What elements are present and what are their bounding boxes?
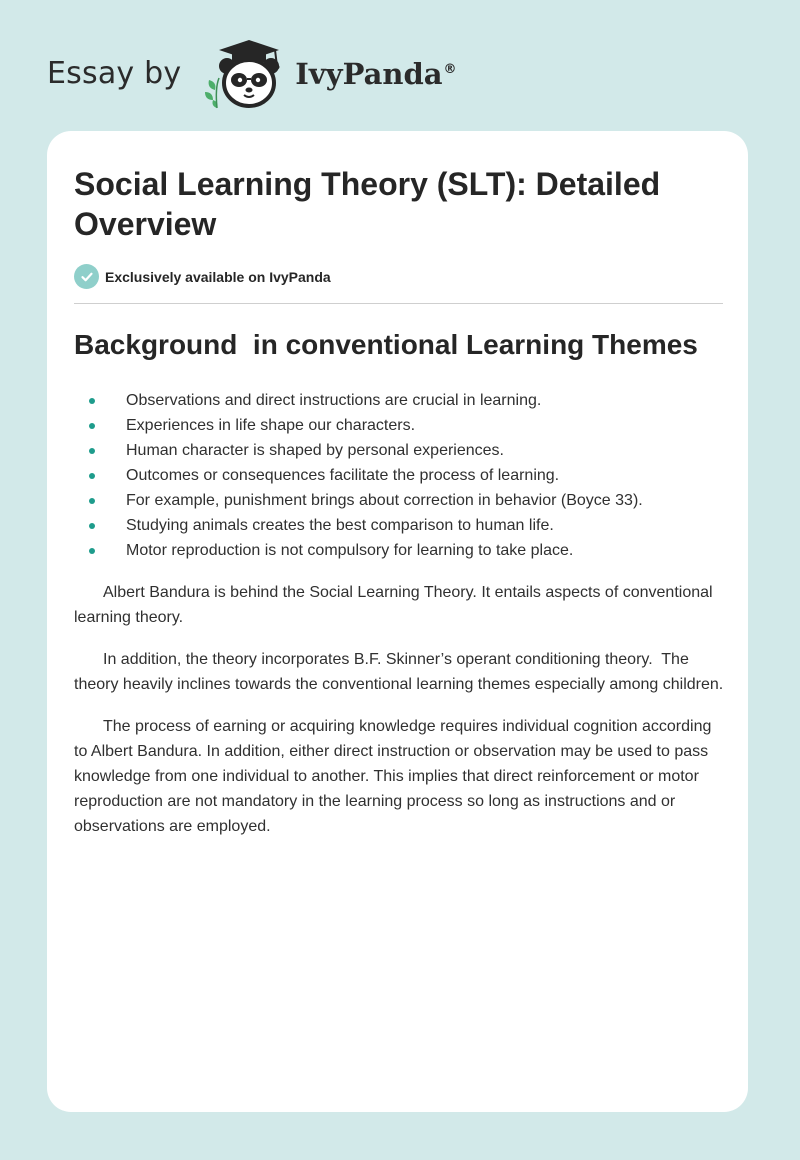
registered-mark: ® xyxy=(443,61,457,77)
body-paragraph: The process of earning or acquiring knowledge requires individual cognition according to Albert Bandura. In addition, either direct instruction or observation may be used to pass knowledge from one individual to another. This implies that direct reinforcement or motor reproduction are not mandatory in the learning process so long as instructions and or observations are employed. xyxy=(74,718,716,835)
exclusive-badge xyxy=(74,264,724,289)
list-item: Outcomes or consequences facilitate the process of learning. xyxy=(74,463,724,488)
list-item: Experiences in life shape our characters. xyxy=(74,413,724,438)
list-item: Human character is shaped by personal experiences. xyxy=(74,438,724,463)
title-divider xyxy=(74,303,723,304)
section-heading: Background in conventional Learning Themes xyxy=(74,329,698,360)
bullet-dot-icon xyxy=(89,498,95,504)
panda-graduate-logo-icon xyxy=(199,36,291,112)
bullet-dot-icon xyxy=(89,523,95,529)
bullet-dot-icon xyxy=(89,448,95,454)
bullet-dot-icon xyxy=(89,473,95,479)
body-paragraph: In addition, the theory incorporates B.F. Skinner’s operant conditioning theory. The theory heavily inclines towards the conventional learning themes especially among children. xyxy=(74,651,724,693)
bullet-dot-icon xyxy=(89,423,95,429)
article-title: Social Learning Theory (SLT): Detailed Overview xyxy=(74,166,661,242)
list-item: For example, punishment brings about correction in behavior (Boyce 33). xyxy=(74,488,724,513)
bullet-dot-icon xyxy=(89,398,95,404)
list-item: Motor reproduction is not compulsory for learning to take place. xyxy=(74,538,724,563)
site-header xyxy=(47,36,457,112)
brand-name: IvyPanda® xyxy=(295,56,457,91)
list-item: Studying animals creates the best comparison to human life. xyxy=(74,513,724,538)
list-item: Observations and direct instructions are crucial in learning. xyxy=(74,388,724,413)
article-content xyxy=(74,164,724,839)
bullet-dot-icon xyxy=(89,548,95,554)
article-card xyxy=(47,131,748,1112)
body-paragraph: Albert Bandura is behind the Social Learning Theory. It entails aspects of conventional learning theory. xyxy=(74,584,718,626)
theme-list xyxy=(74,388,724,563)
exclusive-badge-label: Exclusively available on IvyPanda xyxy=(105,268,331,285)
brand-prefix: Essay by xyxy=(47,56,182,91)
checkmark-icon xyxy=(74,264,99,289)
